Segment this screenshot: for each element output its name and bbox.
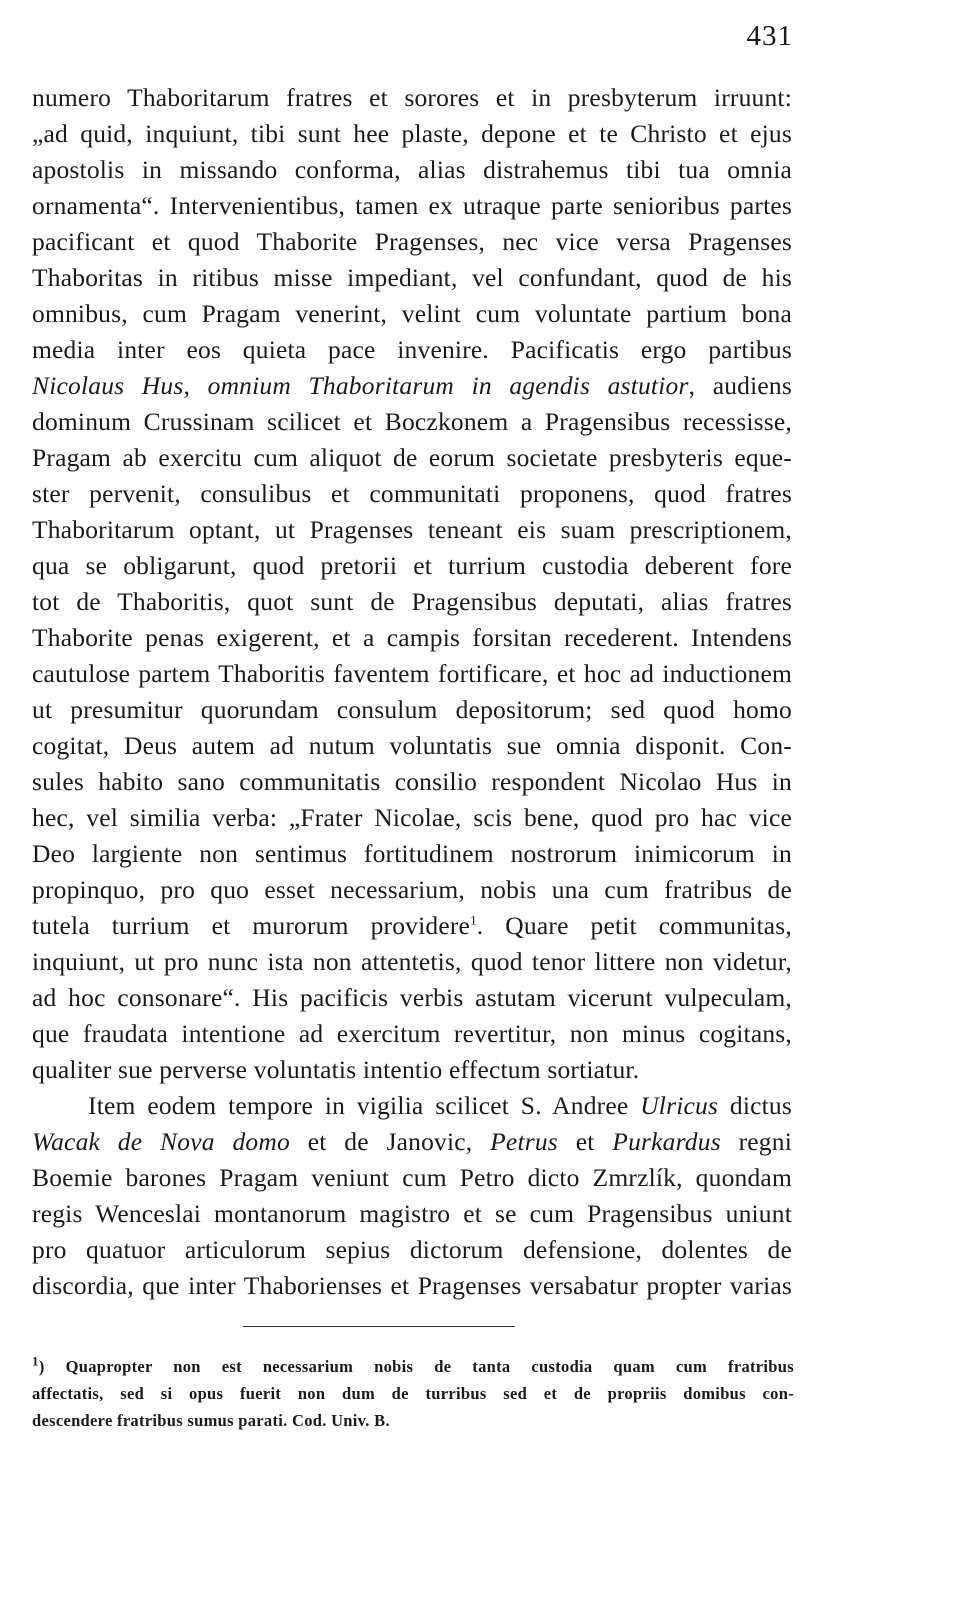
- text-segment: tutela turrium et murorum providere: [32, 911, 471, 940]
- text-segment: . Quare petit communitas,: [476, 911, 792, 940]
- text-line: „ad quid, inquiunt, tibi sunt hee plaste, depone et te Christo et ejus: [32, 119, 792, 148]
- text-segment: et: [557, 1127, 613, 1156]
- text-line: ad hoc consonare“. His pacificis verbis astutam vicerunt vulpeculam,: [32, 983, 792, 1012]
- text-line-italic: [32, 1124, 792, 1160]
- paragraph-start-line: [32, 1088, 792, 1124]
- text-line: Thaborite penas exigerent, et a campis forsitan recederent. Intendens: [32, 623, 792, 652]
- text-line: dominum Crussinam scilicet et Boczkonem a Pragensibus recessisse,: [32, 407, 792, 436]
- text-line-italic: [32, 368, 792, 404]
- text-line: tot de Thaboritis, quot sunt de Pragensibus deputati, alias fratres: [32, 587, 792, 616]
- text-line: cautulose partem Thaboritis faventem fortificare, et hoc ad inductionem: [32, 659, 792, 688]
- text-segment: regni: [720, 1127, 792, 1156]
- footnote: [32, 1353, 794, 1434]
- text-line: cogitat, Deus autem ad nutum voluntatis sue omnia disponit. Con-: [32, 731, 792, 760]
- text-line: omnibus, cum Pragam venerint, velint cum voluntate partium bona: [32, 299, 792, 328]
- italic-name: Wacak de Nova domo: [32, 1127, 290, 1156]
- text-line: inquiunt, ut pro nunc ista non attentetis, quod tenor littere non videtur,: [32, 947, 792, 976]
- italic-name: Nicolaus Hus, omnium Thaboritarum in agendis astutior: [32, 371, 689, 400]
- text-line: pacificant et quod Thaborite Pragenses, nec vice versa Pragenses: [32, 227, 792, 256]
- text-line: numero Thaboritarum fratres et sorores et in presbyterum irruunt:: [32, 83, 792, 112]
- footnote-reference: 1: [470, 912, 477, 928]
- italic-name: Petrus: [490, 1127, 558, 1156]
- text-line: Thaboritarum optant, ut Pragenses teneant eis suam prescriptionem,: [32, 515, 792, 544]
- text-line-footnote-ref: [32, 908, 792, 944]
- text-line: propinquo, pro quo esset necessarium, nobis una cum fratribus de: [32, 875, 792, 904]
- text-line: Pragam ab exercitu cum aliquot de eorum societate presbyteris eque-: [32, 443, 792, 472]
- text-line: regis Wenceslai montanorum magistro et se cum Pragensibus uniunt: [32, 1199, 792, 1228]
- text-line: que fraudata intentione ad exercitum revertitur, non minus cogitans,: [32, 1019, 792, 1048]
- main-text: [32, 80, 792, 1304]
- text-line: ut presumitur quorundam consulum depositorum; sed quod homo: [32, 695, 792, 724]
- text-line: qua se obligarunt, quod pretorii et turrium custodia deberent fore: [32, 551, 792, 580]
- text-line: Boemie barones Pragam veniunt cum Petro dicto Zmrzlík, quondam: [32, 1163, 792, 1192]
- italic-name: Purkardus: [612, 1127, 721, 1156]
- text-line: discordia, que inter Thaborienses et Pragenses versabatur propter varias: [32, 1271, 792, 1300]
- text-segment: et de Janovic,: [289, 1127, 491, 1156]
- text-line: Thaboritas in ritibus misse impediant, vel confundant, quod de his: [32, 263, 792, 292]
- text-line: pro quatuor articulorum sepius dictorum defensione, dolentes de: [32, 1235, 792, 1264]
- text-line: qualiter sue perverse voluntatis intentio effectum sortiatur.: [32, 1055, 640, 1084]
- text-line: ster pervenit, consulibus et communitati proponens, quod fratres: [32, 479, 792, 508]
- text-line: hec, vel similia verba: „Frater Nicolae, scis bene, quod pro hac vice: [32, 803, 792, 832]
- italic-name: Ulricus: [640, 1091, 719, 1120]
- text-line: ornamenta“. Intervenientibus, tamen ex utraque parte senioribus partes: [32, 191, 792, 220]
- text-line: sules habito sano communitatis consilio respondent Nicolao Hus in: [32, 767, 792, 796]
- text-segment: Item eodem tempore in vigilia scilicet S. Andree: [88, 1091, 641, 1120]
- footnote-line: descendere fratribus sumus parati. Cod. Univ. B.: [32, 1411, 390, 1430]
- text-line: media inter eos quieta pace invenire. Pacificatis ergo partibus: [32, 335, 792, 364]
- text-line: apostolis in missando conforma, alias distrahemus tibi tua omnia: [32, 155, 792, 184]
- text-segment: , audiens: [688, 371, 792, 400]
- footnote-text: Quapropter non est necessarium nobis de tanta custodia quam cum fratribus: [65, 1357, 794, 1376]
- footnote-line: $^1$) Quapropter non est necessarium nobis de tanta custodia quam cum fratribus: [32, 1353, 794, 1376]
- text-line: Deo largiente non sentimus fortitudinem nostrorum inimicorum in: [32, 839, 792, 868]
- page-number: 431: [746, 20, 793, 52]
- footnote-divider: [243, 1326, 515, 1327]
- text-segment: dictus: [718, 1091, 792, 1120]
- footnote-marker: 1: [32, 1353, 39, 1369]
- footnote-line: affectatis, sed si opus fuerit non dum de turribus sed et de propriis domibus con-: [32, 1384, 794, 1403]
